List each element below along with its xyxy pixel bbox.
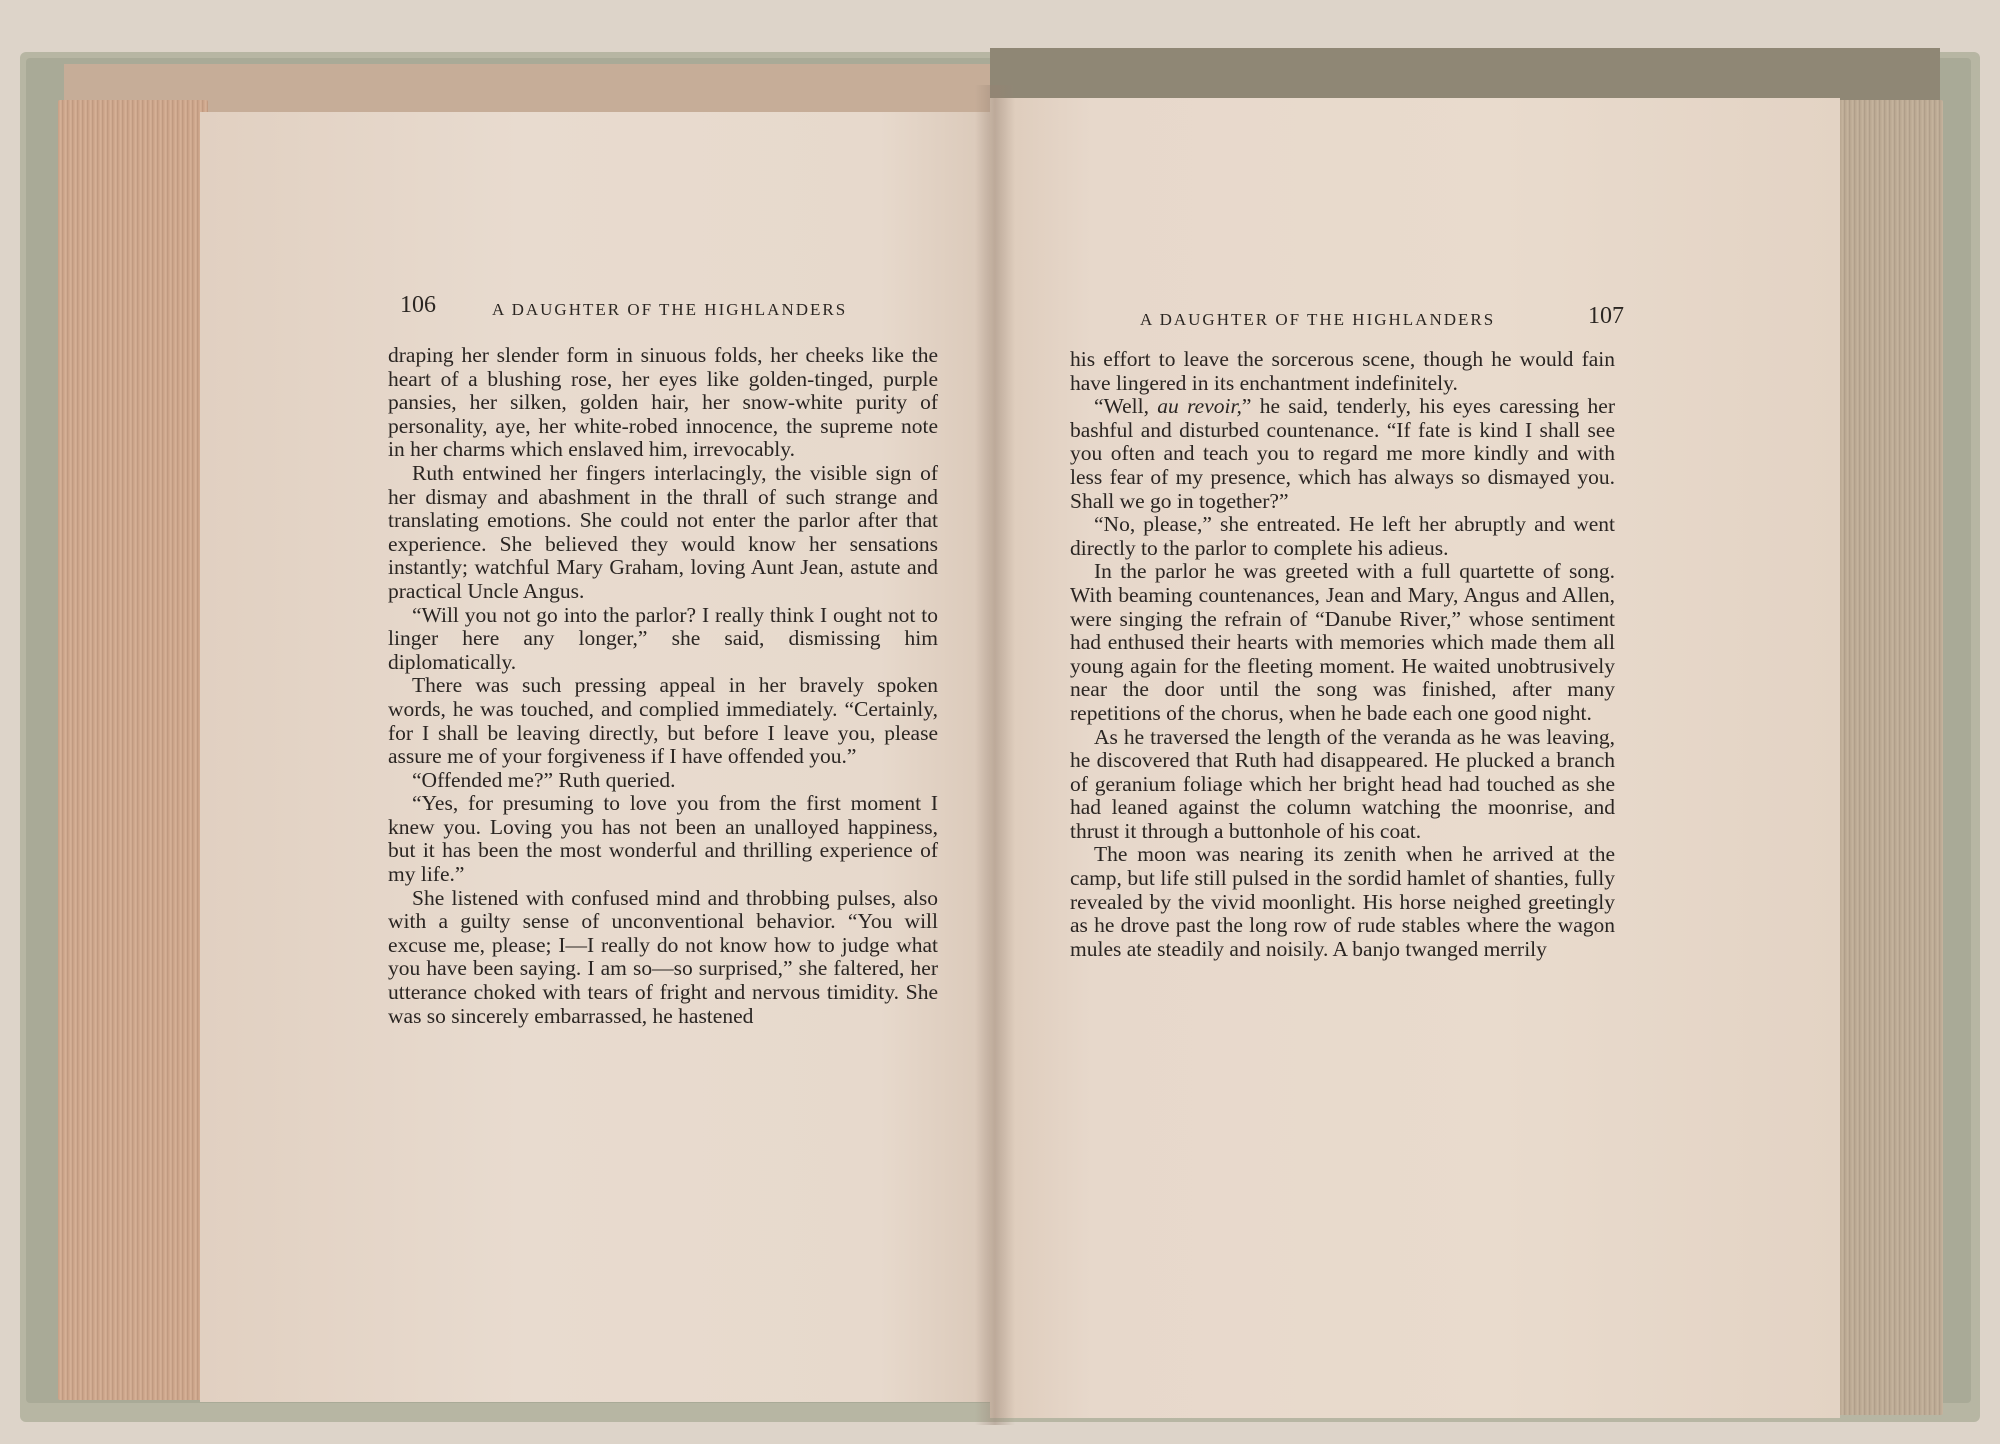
paragraph: draping her slender form in sinuous folds, her cheeks like the heart of a blushing rose, her eyes like golden-tinged, purple pansies, her silken, golden hair, her snow-white purity of personality, aye, her white-robed innocence, the supreme note in her charms which enslaved him, irrevocably.	[388, 343, 938, 462]
paragraph: “Will you not go into the parlor? I really think I ought not to linger here any longer,” she said, dismissing him diplomatically.	[388, 602, 938, 674]
paragraph-part: “Well,	[1094, 394, 1158, 419]
running-head-right: A DAUGHTER OF THE HIGHLANDERS	[1140, 310, 1496, 329]
paragraph-part: ” he said, tenderly, his eyes caressing her bashful and disturbed countenance. “If fate is kind I shall see you often and teach you to regard me more kindly and with less fear of my presence, which has always so dismayed you. Shall we go in together?”	[1070, 394, 1615, 513]
paragraph: “Offended me?” Ruth queried.	[412, 767, 676, 792]
page-edges-left	[58, 100, 208, 1400]
page-number-left: 106	[400, 292, 436, 318]
paragraph: As he traversed the length of the veranda as he was leaving, he discovered that Ruth had disappeared. He plucked a branch of geranium foliage which her bright head had touched as she had leaned against the column watching the moonrise, and thrust it through a buttonhole of his coat.	[1070, 724, 1615, 843]
left-page	[200, 112, 1000, 1402]
paragraph: “Yes, for presuming to love you from the first moment I knew you. Loving you has not been an unalloyed happiness, but it has been the most wonderful and thrilling experience of my life.”	[388, 791, 938, 887]
paragraph: “No, please,” she entreated. He left her abruptly and went directly to the parlor to complete his adieus.	[1070, 512, 1615, 560]
paragraph	[1070, 395, 1615, 513]
left-page-text	[388, 344, 938, 1028]
right-page	[990, 98, 1840, 1418]
right-page-text	[1070, 348, 1615, 961]
page-number-right: 107	[1588, 303, 1624, 329]
running-head-left: A DAUGHTER OF THE HIGHLANDERS	[492, 300, 848, 319]
paragraph: The moon was nearing its zenith when he arrived at the camp, but life still pulsed in the sordid hamlet of shanties, fully revealed by the vivid moonlight. His horse neighed greetingly as he drove past the long row of rude stables where the wagon mules ate steadily and noisily. A banjo twanged merrily	[1070, 842, 1615, 961]
paragraph: In the parlor he was greeted with a full quartette of song. With beaming countenances, Jean and Mary, Angus and Allen, were singing the refrain of “Danube River,” whose sentiment had enthused their hearts with memories which made them all young again for the fleeting moment. He waited unobtrusively near the door until the song was finished, after many repetitions of the chorus, when he bade each one good night.	[1070, 559, 1615, 725]
paragraph: There was such pressing appeal in her bravely spoken words, he was touched, and complied immediately. “Certainly, for I shall be leaving directly, but before I leave you, please assure me of your forgiveness if I have offended you.”	[388, 673, 938, 769]
page-edges-right	[1835, 100, 1943, 1415]
paragraph: She listened with confused mind and throbbing pulses, also with a guilty sense of unconventional behavior. “You will excuse me, please; I—I really do not know how to judge what you have been saying. I am so—so surprised,” she faltered, her utterance choked with tears of fright and nervous timidity. She was so sincerely embarrassed, he hastened	[388, 885, 938, 1028]
italic-phrase: au revoir,	[1157, 394, 1242, 419]
book-gutter	[975, 85, 1015, 1425]
paragraph: his effort to leave the sorcerous scene, though he would fain have lingered in its enchantment indefinitely.	[1070, 347, 1615, 395]
paragraph: Ruth entwined her fingers interlacingly, the visible sign of her dismay and abashment in the thrall of such strange and translating emotions. She could not enter the parlor after that experience. She believed they would know her sensations instantly; watchful Mary Graham, loving Aunt Jean, astute and practical Uncle Angus.	[388, 460, 938, 603]
